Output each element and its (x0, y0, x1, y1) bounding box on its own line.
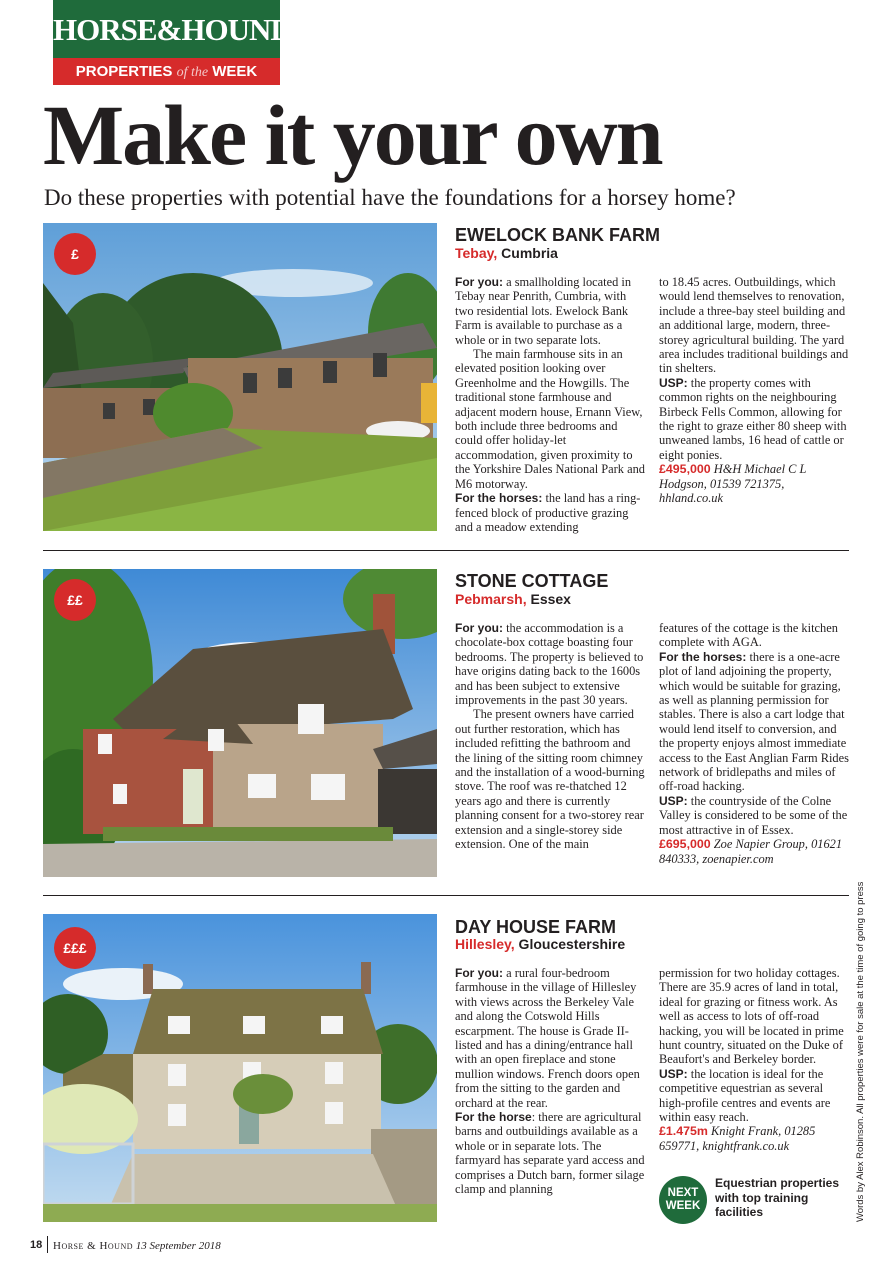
folio-date: 13 September 2018 (133, 1240, 221, 1252)
para (455, 707, 645, 851)
day-house-farm-photo (43, 914, 437, 1222)
property-text-col2 (659, 275, 849, 506)
para (659, 376, 849, 462)
para (659, 650, 849, 794)
para-lead: USP: (659, 375, 688, 390)
para-text: permission for two holiday cottages. There are 35.9 acres of land in total, ideal for grazing or fitness work. As well as access to lots of off-road hacking, you will be located in prime hunt country, situated on the Duke of Beaufort's and Berkeley border. (659, 966, 844, 1067)
para-text: features of the cottage is the kitchen complete with AGA. (659, 621, 838, 650)
property-county: Essex (526, 591, 571, 607)
property-town: Pebmarsh, (455, 591, 527, 607)
para-lead: For you: (455, 966, 503, 980)
para-text: there is a one-acre plot of land adjoining the property, which would be suitable for grazing, as well as planning permission for stables. There is also a cart lodge that would lend itself to conversion, and the property enjoys almost immediate access to the East Anglian Farm Rides network of bridlepaths and miles of off-road hacking. (659, 649, 849, 794)
section-banner-post: WEEK (212, 63, 258, 80)
agent-contact: Knight Frank, 01285 659771, knightfrank.co.uk (659, 1124, 816, 1153)
ewelock-bank-farm-photo (43, 223, 437, 531)
para-text: a rural four-bedroom farmhouse in the village of Hillesley with views across the Berkeley Vale and along the Cotswold Hills escarpment. The house is Grade II-listed and has a dining/entrance hall with an open fireplace and stone mullion windows. French doors open from the sitting to the garden and orchard at the rear. (455, 966, 640, 1110)
para-text: a smallholding located in Tebay near Penrith, Cumbria, with two residential lots. Ewelock Bank Farm is available to purchase as a whole or in two separate lots. (455, 275, 632, 347)
para-lead: For the horse (455, 1110, 532, 1125)
property-title: EWELOCK BANK FARM (455, 225, 660, 245)
para-text: the location is ideal for the competitive equestrian as several high-profile centres and events are within easy reach. (659, 1066, 831, 1125)
price-band-badge: £ (54, 233, 96, 275)
price-line (659, 837, 849, 866)
property-town: Hillesley, (455, 936, 515, 952)
section-banner-pre: PROPERTIES (75, 63, 173, 80)
price-band-badge: ££ (54, 579, 96, 621)
para-text: to 18.45 acres. Outbuildings, which would lend themselves to renovation, include a three-bay steel building and an additional large, modern, three-storey agricultural building. The yard area includes traditional buildings and tin shelters. (659, 275, 849, 376)
para (455, 966, 645, 1110)
para-text: the accommodation is a chocolate-box cottage boasting four bedrooms. The property is believed to have origins dating back to the 1600s and has been subject to extensive improvements in the past 30 years. (455, 621, 644, 708)
para-lead: USP: (659, 793, 688, 808)
para (659, 794, 849, 837)
folio-brand: Horse & Hound (53, 1240, 134, 1252)
page-headline: Make it your own (43, 87, 662, 183)
para-lead: For the horses: (455, 491, 543, 506)
divider (43, 895, 849, 896)
para-lead: For the horses: (659, 649, 747, 664)
folio-line (53, 1240, 221, 1252)
agent-contact: H&H Michael C L Hodgson, 01539 721375, hhland.co.uk (659, 462, 807, 506)
para-text: the land has a ring-fenced block of productive grazing and a meadow extending (455, 491, 641, 534)
price-band-badge: £££ (54, 927, 96, 969)
property-location (455, 590, 571, 608)
price: £495,000 (659, 462, 711, 477)
para (659, 275, 849, 376)
section-banner-mid: of the (176, 65, 209, 80)
next-week-label-1: NEXT (667, 1187, 699, 1199)
standfirst: Do these properties with potential have the foundations for a horsey home? (44, 185, 736, 210)
para (455, 275, 645, 347)
section-banner (53, 58, 280, 85)
price: £1.475m (659, 1124, 708, 1139)
property-title: STONE COTTAGE (455, 571, 609, 591)
credit-line: Words by Alex Robinson. All properties were for sale at the time of going to press (855, 881, 866, 1222)
para (659, 621, 849, 650)
para-text: : there are agricultural barns and outbuildings available as a whole or in separate lots. The farmyard has separate yard access and comprises a Dutch barn, former silage clamp and planning (455, 1110, 645, 1197)
property-location (455, 935, 625, 953)
property-text-col1 (455, 275, 645, 534)
property-text-col2 (659, 621, 849, 866)
para-text: the property comes with common rights on the neighbouring Birbeck Fells Common, allowing for the right to graze either 80 sheep with unweaned lambs, 16 head of cattle or eight ponies. (659, 375, 847, 462)
property-location (455, 244, 558, 262)
para (455, 1110, 645, 1196)
para (659, 966, 849, 1067)
price: £695,000 (659, 837, 711, 852)
divider (43, 550, 849, 551)
property-county: Gloucestershire (514, 936, 626, 952)
price-line (659, 1124, 849, 1153)
masthead-title: HORSE&HOUND (53, 12, 292, 47)
property-text-col1 (455, 966, 645, 1197)
page-number: 18 (30, 1239, 43, 1251)
next-week-teaser: Equestrian properties with top training facilities (715, 1176, 840, 1219)
para (455, 621, 645, 707)
property-county: Cumbria (497, 245, 558, 261)
property-text-col1 (455, 621, 645, 852)
stone-cottage-photo (43, 569, 437, 877)
next-week-label-2: WEEK (665, 1200, 701, 1212)
property-title: DAY HOUSE FARM (455, 917, 617, 937)
para (455, 491, 645, 534)
price-line (659, 462, 849, 505)
next-week-badge (659, 1176, 707, 1224)
agent-contact: Zoe Napier Group, 01621 840333, zoenapier.com (659, 837, 843, 866)
para-lead: For you: (455, 621, 503, 635)
para-text: the countryside of the Colne Valley is considered to be some of the most attractive in of Essex. (659, 793, 848, 837)
property-text-col2 (659, 966, 849, 1153)
para-text: The present owners have carried out further restoration, which has included refitting the bathroom and the lining of the sitting room chimney and the installation of a wood-burning stove. The roof was re-thatched 12 years ago and there is currently planning consent for a two-storey rear extension and a single-storey side extension. One of the main (455, 707, 645, 852)
para (659, 1067, 849, 1125)
para-lead: For you: (455, 275, 503, 289)
para (455, 347, 645, 491)
para-lead: USP: (659, 1066, 688, 1081)
para-text: The main farmhouse sits in an elevated position looking over Greenholme and the Howgills. The traditional stone farmhouse and adjacent modern house, Ernann View, both include three bedrooms and could offer holiday-let accommodation, given proximity to the Yorkshire Dales National Park and M6 motorway. (455, 347, 645, 491)
folio-divider (47, 1236, 48, 1253)
property-town: Tebay, (455, 245, 498, 261)
